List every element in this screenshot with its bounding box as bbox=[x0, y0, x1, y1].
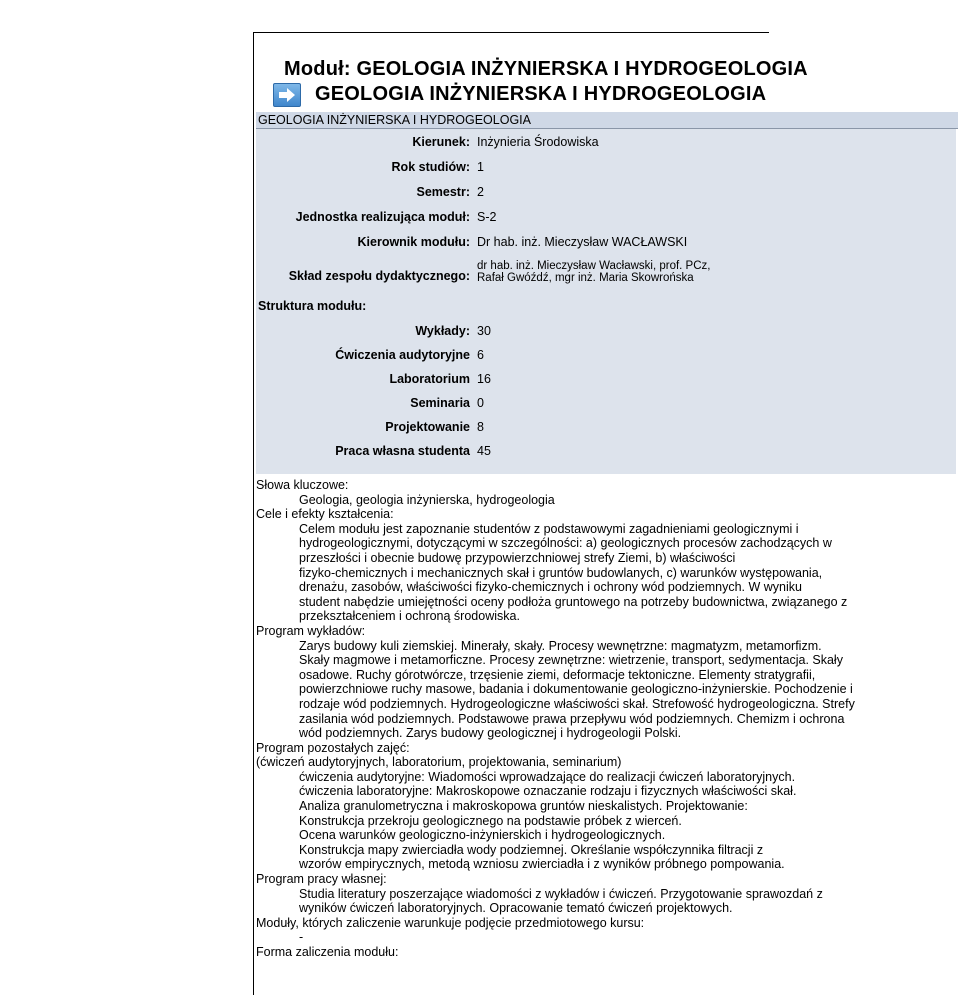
info-row bbox=[256, 260, 956, 290]
structure-value: 30 bbox=[477, 324, 491, 338]
structure-label: Projektowanie bbox=[385, 420, 470, 434]
other-line: Konstrukcja przekroju geologicznego na podstawie próbek z wierceń. bbox=[299, 813, 682, 828]
info-value: 2 bbox=[477, 185, 484, 199]
info-label: Jednostka realizująca moduł: bbox=[295, 210, 470, 224]
info-label: Rok studiów: bbox=[391, 160, 470, 174]
lectures-line: osadowe. Ruchy górotwórcze, trzęsienie ziemi, deformacje tektoniczne. Elementy stratygrafii, bbox=[299, 667, 816, 682]
document-frame bbox=[253, 32, 855, 995]
goals-line: hydrogeologicznymi, dotyczącymi w szczególności: a) geologicznych procesów zachodzących w bbox=[299, 536, 832, 551]
info-value: 1 bbox=[477, 160, 484, 174]
lectures-line: Zarys budowy kuli ziemskiej. Minerały, skały. Procesy wewnętrzne: magmatyzm, metamorfizm. bbox=[299, 638, 822, 653]
goals-line: przeszłości i obecnie budowę przypowierzchniowej strefy Ziemi, b) właściwości bbox=[299, 550, 736, 565]
other-line: Konstrukcja mapy zwierciadła wody podziemnej. Określanie współczynnika filtracji z bbox=[299, 842, 764, 857]
structure-value: 8 bbox=[477, 420, 484, 434]
goals-line: przekształceniem i ochroną środowiska. bbox=[299, 609, 520, 624]
structure-label: Ćwiczenia audytoryjne bbox=[335, 348, 470, 362]
subtitle-bar: GEOLOGIA INŻYNIERSKA I HYDROGEOLOGIA bbox=[256, 112, 958, 129]
goals-line: student nabędzie umiejętności oceny podłoża gruntowego na potrzeby budownictwa, związanego z bbox=[299, 594, 848, 609]
assessment-heading: Forma zaliczenia modułu: bbox=[256, 945, 399, 959]
info-panel bbox=[256, 129, 956, 474]
structure-label: Wykłady: bbox=[415, 324, 470, 338]
lectures-line: zasilania wód podziemnych. Podstawowe prawa przepływu wód podziemnych. Chemizm i ochrona bbox=[299, 711, 845, 726]
prerequisites-text: - bbox=[299, 930, 304, 945]
structure-value: 16 bbox=[477, 372, 491, 386]
goals-heading: Cele i efekty kształcenia: bbox=[256, 507, 394, 522]
lectures-heading: Program wykładów: bbox=[256, 623, 366, 638]
description-section bbox=[254, 478, 954, 960]
goals-line: drenażu, zasobów, właściwości fizyko-chemicznych i ochrony wód podziemnych. W wyniku bbox=[299, 580, 802, 595]
info-value: dr hab. inż. Mieczysław Wacławski, prof. PCz, bbox=[477, 260, 711, 272]
structure-label: Laboratorium bbox=[389, 372, 470, 386]
course-title: GEOLOGIA INŻYNIERSKA I HYDROGEOLOGIA bbox=[315, 83, 767, 105]
goals-line: Celem modułu jest zapoznanie studentów z podstawowymi zagadnieniami geologicznymi i bbox=[299, 521, 799, 536]
own-work-line: wyników ćwiczeń laboratoryjnych. Opracowanie temató ćwiczeń projektowych. bbox=[299, 901, 733, 916]
info-label: Skład zespołu dydaktycznego: bbox=[288, 269, 470, 283]
structure-label: Praca własna studenta bbox=[335, 444, 470, 458]
info-value: Inżynieria Środowiska bbox=[477, 135, 599, 149]
info-label: Semestr: bbox=[416, 185, 470, 199]
goals-line: fizyko-chemicznych i mechanicznych skał i gruntów budowlanych, c) warunków występowania, bbox=[299, 565, 823, 580]
other-line: ćwiczenia audytoryjne: Wiadomości wprowadzające do realizacji ćwiczeń laboratoryjnych. bbox=[299, 769, 796, 784]
other-heading: Program pozostałych zajęć: bbox=[256, 740, 410, 755]
lectures-line: rodzaje wód podziemnych. Hydrogeologiczne właściwości skał. Strefowość hydrogeologiczna. Strefy bbox=[299, 696, 855, 711]
info-value: S-2 bbox=[477, 210, 497, 224]
other-line: ćwiczenia laboratoryjne: Makroskopowe oznaczanie rodzaju i fizycznych właściwości skał. bbox=[299, 784, 797, 799]
own-work-line: Studia literatury poszerzające wiadomości z wykładów i ćwiczeń. Przygotowanie sprawozdań z bbox=[299, 886, 823, 901]
other-line: Analiza granulometryczna i makroskopowa gruntów nieskalistych. Projektowanie: bbox=[299, 799, 748, 814]
info-label: Kierownik modułu: bbox=[357, 235, 470, 249]
info-label: Kierunek: bbox=[412, 135, 470, 149]
structure-label: Seminaria bbox=[410, 396, 470, 410]
lectures-line: Skały magmowe i metamorficzne. Procesy zewnętrzne: wietrzenie, transport, sedymentacja. Skały bbox=[299, 653, 843, 668]
module-title: Moduł: GEOLOGIA INŻYNIERSKA I HYDROGEOLOGIA bbox=[284, 58, 808, 80]
lectures-line: powierzchniowe ruchy masowe, badania i dokumentowanie geologiczno-inżynierskie. Pochodzenie i bbox=[299, 682, 853, 697]
structure-value: 0 bbox=[477, 396, 484, 410]
lectures-line: wód podziemnych. Zarys budowy geologicznej i hydrogeologii Polski. bbox=[299, 726, 682, 741]
other-line: wzorów empirycznych, metodą wzniosu zwierciadła i z wyników próbnego pompowania. bbox=[299, 857, 785, 872]
arrow-right-icon[interactable] bbox=[273, 83, 301, 107]
other-line: Ocena warunków geologiczno-inżynierskich i hydrogeologicznych. bbox=[299, 828, 666, 843]
prerequisites-heading: Moduły, których zaliczenie warunkuje podjęcie przedmiotowego kursu: bbox=[256, 915, 645, 930]
info-value: Rafał Gwóźdź, mgr inż. Maria Skowrońska bbox=[477, 272, 694, 284]
other-subheading: (ćwiczeń audytoryjnych, laboratorium, projektowania, seminarium) bbox=[256, 755, 622, 770]
info-value: Dr hab. inż. Mieczysław WACŁAWSKI bbox=[477, 235, 688, 249]
keywords-text: Geologia, geologia inżynierska, hydrogeologia bbox=[299, 492, 555, 507]
own-work-heading: Program pracy własnej: bbox=[256, 872, 387, 887]
structure-title: Struktura modułu: bbox=[258, 299, 367, 313]
keywords-heading: Słowa kluczowe: bbox=[256, 478, 349, 492]
structure-value: 6 bbox=[477, 348, 484, 362]
structure-value: 45 bbox=[477, 444, 491, 458]
